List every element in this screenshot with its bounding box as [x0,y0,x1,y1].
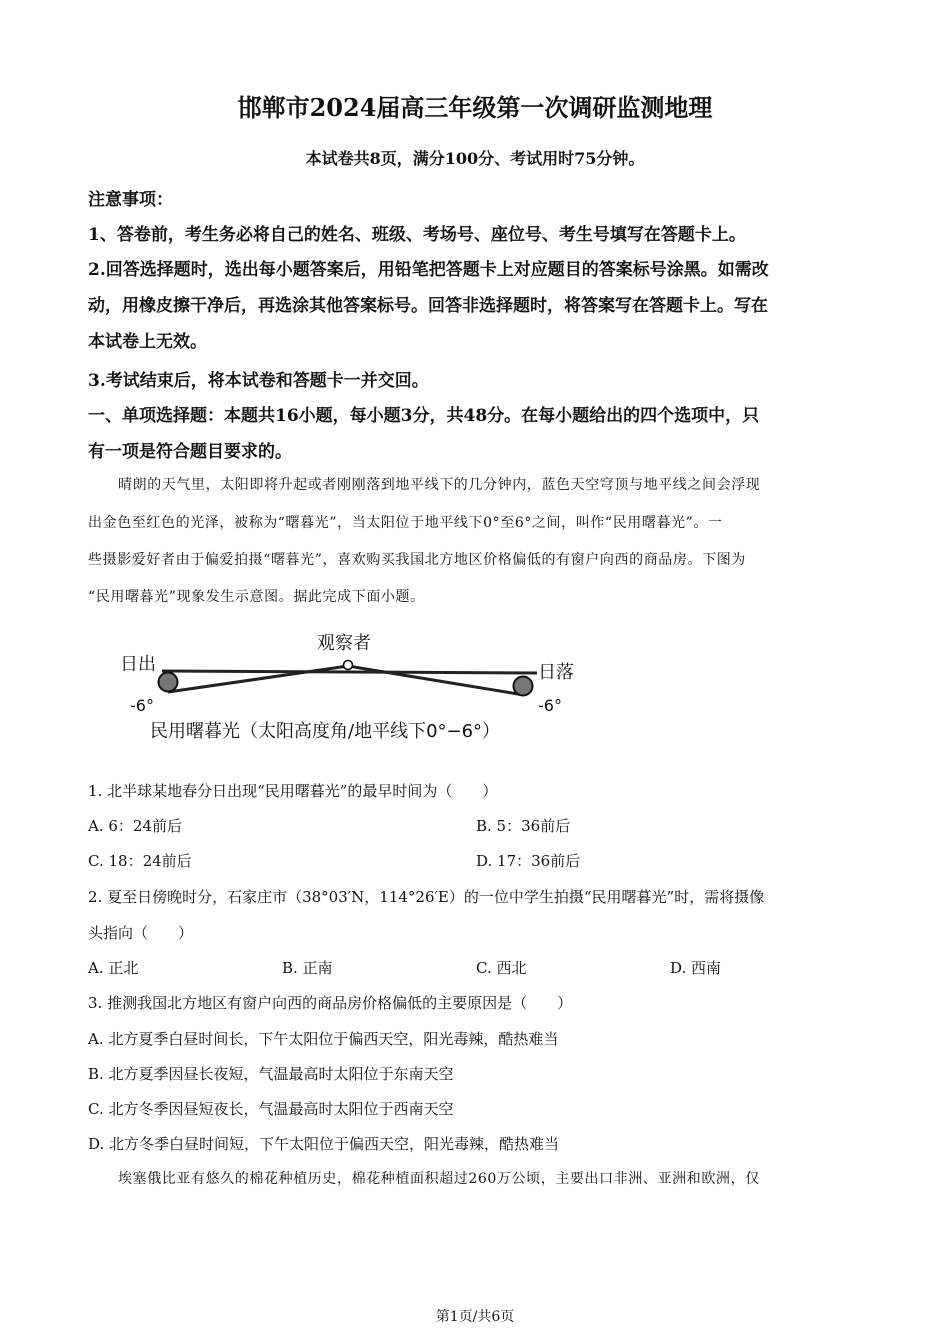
observer-point [344,661,353,670]
question-3-option-d: D. 北方冬季白昼时间短，下午太阳位于偏西天空，阳光毒辣，酷热难当 [88,1135,560,1153]
section-heading-line-2: 有一项是符合题目要求的。 [88,442,292,462]
passage-1-line-4: “民用曙暮光”现象发生示意图。据此完成下面小题。 [88,589,425,605]
question-1-option-b: B. 5：36前后 [476,817,571,835]
sunset-label: 日落 [538,662,574,683]
passage-1-line-3: 些摄影爱好者由于偏爱拍摄“曙暮光”，喜欢购买我国北方地区价格偏低的有窗户向西的商品房。下图为 [88,552,746,568]
right-angle-label: -6° [538,696,562,715]
question-2-stem-line-2: 头指向（ ） [88,924,194,942]
passage-1-line-1: 晴朗的天气里，太阳即将升起或者刚刚落到地平线下的几分钟内，蓝色天空穹顶与地平线之间会浮现 [118,477,761,493]
section-heading-line-1: 一、单项选择题：本题共16小题，每小题3分，共48分。在每小题给出的四个选项中，只 [88,406,760,426]
sunrise-label: 日出 [120,654,156,675]
diagram-caption: 民用曙暮光（太阳高度角/地平线下0°−6°） [150,721,501,742]
passage-1-line-2: 出金色至红色的光泽，被称为“曙暮光”，当太阳位于地平线下0°至6°之间，叫作“民用曙暮光”。一 [88,515,723,531]
question-3-stem: 3. 推测我国北方地区有窗户向西的商品房价格偏低的主要原因是（ ） [88,994,573,1012]
sunrise-sun [159,673,178,692]
question-2-stem-line-1: 2. 夏至日傍晚时分，石家庄市（38°03′N，114°26′E）的一位中学生拍摄“民用曙暮光”时，需将摄像 [88,888,765,906]
passage-2-line-1: 埃塞俄比亚有悠久的棉花种植历史，棉花种植面积超过260万公顷，主要出口非洲、亚洲和欧洲，仅 [118,1171,760,1187]
note-item-2-line-1: 2.回答选择题时，选出每小题答案后，用铅笔把答题卡上对应题目的答案标号涂黑。如需改 [88,260,769,280]
civil-twilight-diagram [110,620,610,750]
note-item-3: 3.考试结束后，将本试卷和答题卡一并交回。 [88,371,429,391]
left-angle-label: -6° [130,696,154,715]
notes-heading: 注意事项： [88,190,173,210]
question-3-option-a: A. 北方夏季白昼时间长，下午太阳位于偏西天空，阳光毒辣，酷热难当 [88,1030,559,1048]
question-2-option-c: C. 西北 [476,959,527,977]
note-item-2-line-3: 本试卷上无效。 [88,332,207,352]
question-3-option-b: B. 北方夏季因昼长夜短，气温最高时太阳位于东南天空 [88,1065,454,1083]
exam-subtitle: 本试卷共8页，满分100分、考试用时75分钟。 [305,149,645,168]
exam-title: 邯郸市2024届高三年级第一次调研监测地理 [237,93,713,122]
question-1-option-a: A. 6：24前后 [88,817,182,835]
question-1-option-d: D. 17：36前后 [476,852,581,870]
question-1-option-c: C. 18：24前后 [88,852,192,870]
question-2-option-a: A. 正北 [88,959,139,977]
sunset-sun [514,677,533,696]
note-item-2-line-2: 动，用橡皮擦干净后，再选涂其他答案标号。回答非选择题时，将答案写在答题卡上。写在 [88,296,768,316]
question-2-option-b: B. 正南 [282,959,333,977]
note-item-1: 1、答卷前，考生务必将自己的姓名、班级、考场号、座位号、考生号填写在答题卡上。 [88,225,746,245]
horizon-line [162,671,537,673]
question-1-stem: 1. 北半球某地春分日出现“民用曙暮光”的最早时间为（ ） [88,782,498,800]
question-2-option-d: D. 西南 [670,959,722,977]
sunset-sightline [348,666,524,695]
question-3-option-c: C. 北方冬季因昼短夜长，气温最高时太阳位于西南天空 [88,1100,454,1118]
observer-label: 观察者 [317,633,371,654]
page-number: 第1页/共6页 [435,1309,515,1325]
